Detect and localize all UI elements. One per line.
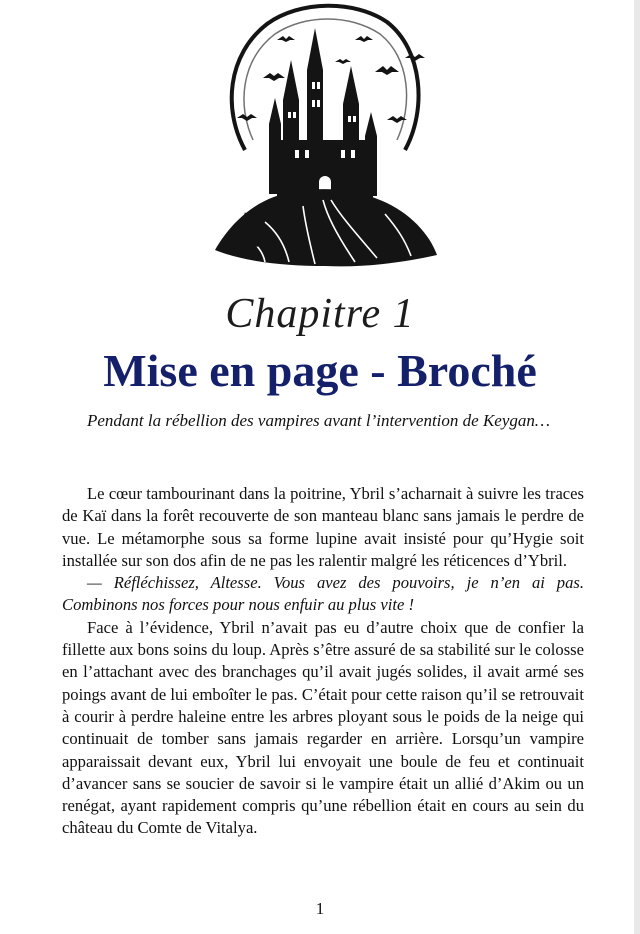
castle-illustration-icon [205,0,445,285]
paragraph: Le cœur tambourinant dans la poitrine, Ybril s’acharnait à suivre les traces de Kaï dans la forêt recouverte de son manteau blanc sans jamais le perdre de vue. Le métamorphe sous sa forme lupine avait insisté pour qu’Hygie soit installée sur son dos afin de ne pas les ralentir malgré les réticences d’Ybril. [62,484,584,570]
page-edge [634,0,640,934]
epigraph: Pendant la rébellion des vampires avant l’intervention de Keygan… [87,411,550,430]
chapter-title: Mise en page - Broché [103,345,537,396]
dialogue-paragraph: — Réfléchissez, Altesse. Vous avez des pouvoirs, je n’en ai pas. Combinons nos forces pour nous enfuir au plus vite ! [62,573,584,615]
page-number: 1 [315,899,325,918]
chapter-label: Chapitre 1 [225,291,415,337]
body-text [62,483,584,840]
paragraph: Face à l’évidence, Ybril n’avait pas eu d’autre choix que de confier la fillette aux bons soins du loup. Après s’être assuré de sa stabilité sur le colosse en l’attachant avec des branchages qu’il avait jugés solides, il avait armé ses poings avant de lui emboîter le pas. C’était pour cette raison qu’il se retrouvait à courir à perdre haleine entre les arbres ployant sous le poids de la neige qui continuait de tomber sans jamais regarder en arrière. Lorsqu’un vampire apparaissait devant eux, Ybril lui envoyait une boule de feu et continuait d’avancer sans se soucier de savoir si le vampire était un allié d’Akim ou un renégat, ayant rapidement compris qu’une rébellion était en cours au sein du château du Comte de Vitalya. [62,617,584,838]
